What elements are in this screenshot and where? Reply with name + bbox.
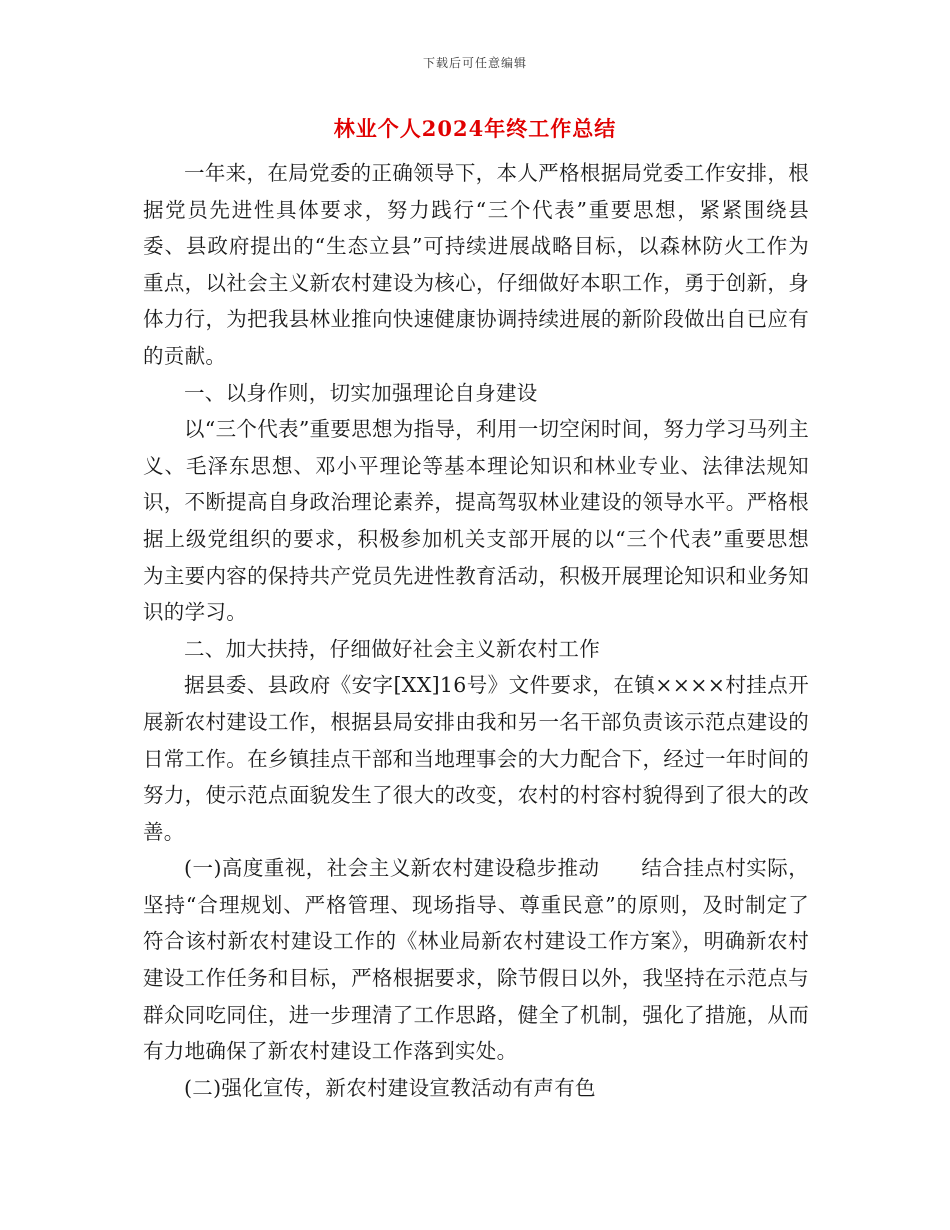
paragraph-intro: 一年来，在局党委的正确领导下，本人严格根据局党委工作安排，根据党员先进性具体要求，努力践行“三个代表”重要思想，紧紧围绕县委、县政府提出的“生态立县”可持续进展战略目标，以森林防火工作为重点，以社会主义新农村建设为核心，仔细做好本职工作，勇于创新，身体力行，为把我县林业推向快速健康协调持续进展的新阶段做出自已应有的贡献。 [143,161,809,368]
paragraph-subsection-1: (一)高度重视，社会主义新农村建设稳步推动 结合挂点村实际，坚持“合理规划、严格管理、现场指导、尊重民意”的原则，及时制定了符合该村新农村建设工作的《林业局新农村建设工作方案》，明确新农村建设工作任务和目标，严格根据要求，除节假日以外，我坚持在示范点与群众同吃同住，进一步理清了工作思路，健全了机制，强化了措施，从而有力地确保了新农村建设工作落到实处。 [143,856,809,1064]
document-body [143,155,809,1106]
document-title: 林业个人2024年终工作总结 [333,116,617,141]
header-note: 下载后可任意编辑 [422,56,527,70]
section-heading-1: 一、以身作则，切实加强理论自身建设 [184,380,538,405]
section-heading-2: 二、加大扶持，仔细做好社会主义新农村工作 [184,636,600,661]
paragraph-new-village: 据县委、县政府《安字[XX]16号》文件要求，在镇××××村挂点开展新农村建设工作，根据县局安排由我和另一名干部负责该示范点建设的日常工作。在乡镇挂点干部和当地理事会的大力配合下，经过一年时间的努力，使示范点面貌发生了很大的改变，农村的村容村貌得到了很大的改善。 [143,673,809,844]
paragraph-theory: 以“三个代表”重要思想为指导，利用一切空闲时间，努力学习马列主义、毛泽东思想、邓小平理论等基本理论知识和林业专业、法律法规知识，不断提高自身政治理论素养，提高驾驭林业建设的领导水平。严格根据上级党组织的要求，积极参加机关支部开展的以“三个代表”重要思想为主要内容的保持共产党员先进性教育活动，积极开展理论知识和业务知识的学习。 [143,417,809,625]
subsection-heading-2: (二)强化宣传，新农村建设宣教活动有声有色 [184,1075,596,1100]
